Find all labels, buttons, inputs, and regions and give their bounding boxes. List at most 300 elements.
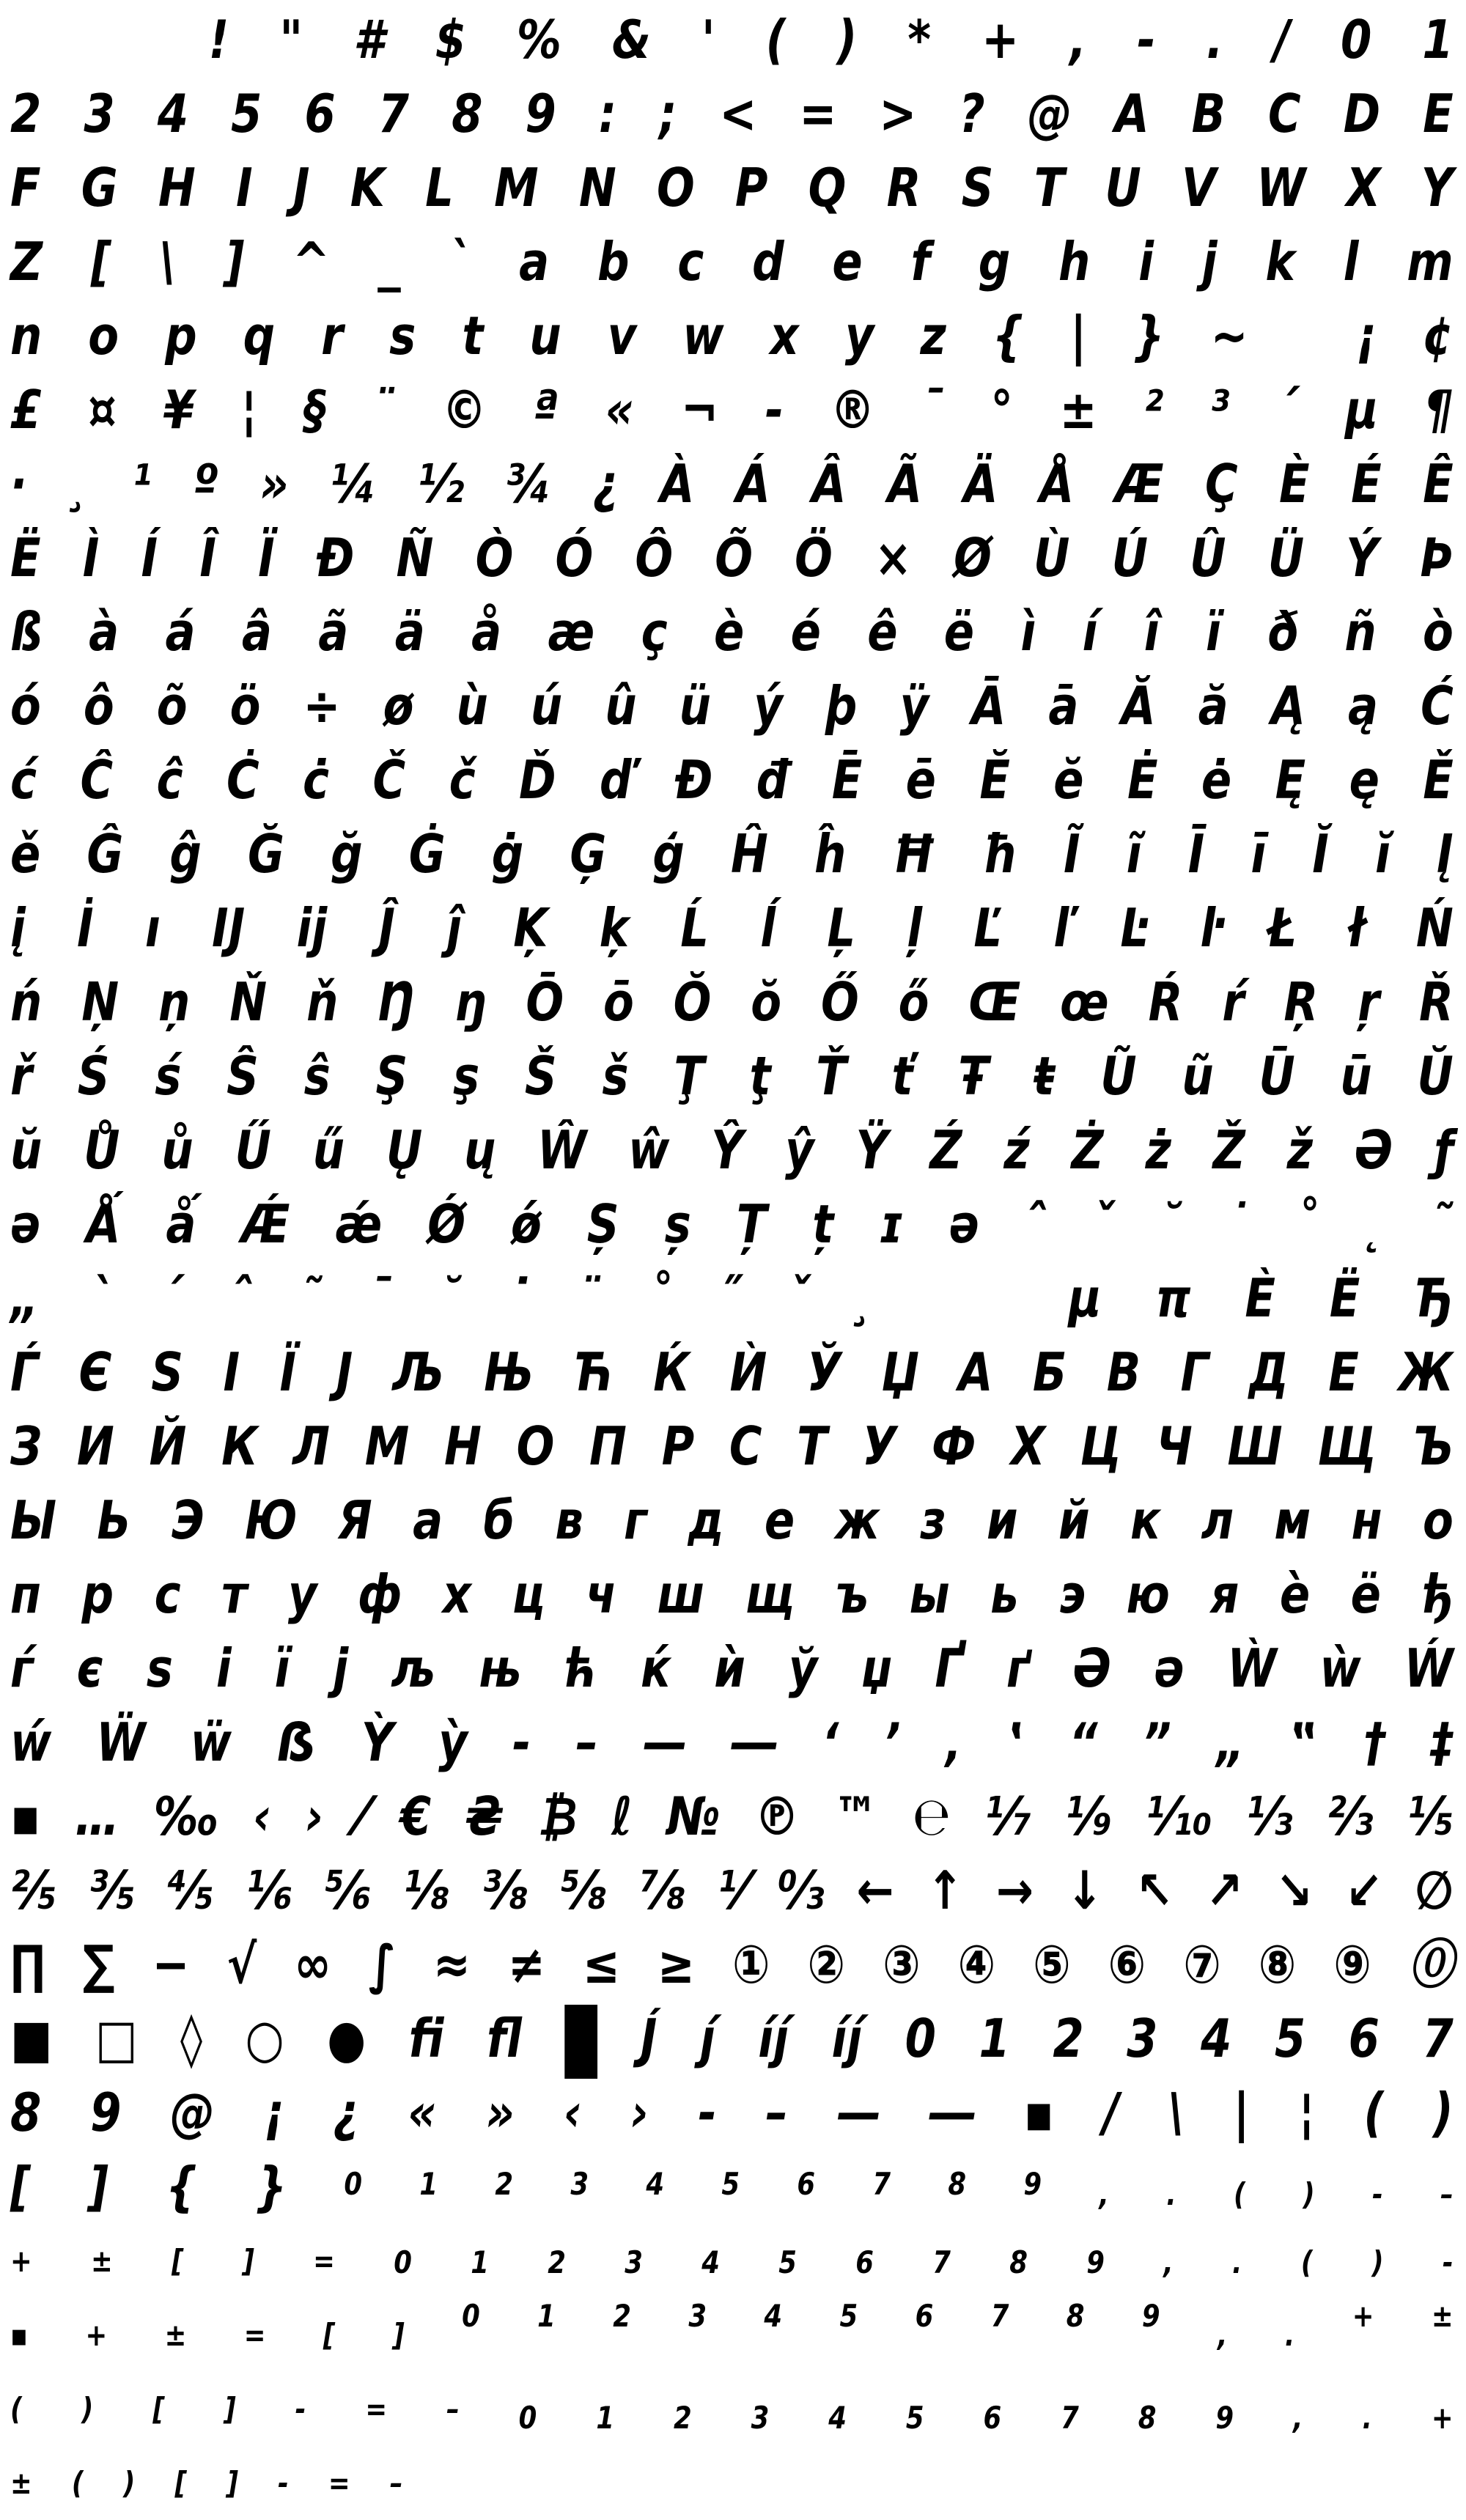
glyph: ↓ [1066, 1860, 1104, 1921]
glyph: ó [10, 675, 41, 737]
glyph: Ј [336, 1341, 353, 1403]
glyph: ± [1431, 2298, 1454, 2334]
glyph: I [236, 157, 253, 218]
glyph: ⑤ [1033, 1934, 1071, 1995]
glyph: ° [990, 379, 1013, 441]
glyph: 8 [10, 2082, 42, 2143]
glyph: ` [448, 231, 471, 292]
glyph: – [446, 2391, 460, 2427]
glyph: Ø [954, 527, 992, 589]
glyph: × [874, 527, 912, 589]
glyph: o [88, 305, 119, 366]
glyph: Ě [1423, 749, 1454, 811]
glyph: ĝ [169, 823, 202, 885]
glyph: Д [1248, 1341, 1289, 1403]
glyph [10, 3, 26, 77]
glyph: Ů [84, 1119, 120, 1181]
glyph: - [1442, 2244, 1454, 2280]
glyph: 4 [828, 2400, 847, 2436]
glyph: [ [152, 2391, 165, 2427]
glyph: Џ [881, 1341, 919, 1403]
glyph: Ǿ [427, 1193, 465, 1255]
glyph: Ţ [674, 1045, 704, 1107]
glyph: ù [456, 675, 488, 737]
glyph: Ẅ [96, 1712, 146, 1773]
glyph: 7 [1061, 2400, 1079, 2436]
glyph: Ẁ [1227, 1637, 1277, 1699]
glyph: ) [81, 2391, 94, 2427]
glyph: ũ [1182, 1045, 1214, 1107]
glyph: [ [323, 2317, 336, 2353]
glyph: A [1114, 83, 1149, 144]
glyph: К [221, 1415, 258, 1477]
glyph: Ъ [1411, 1415, 1454, 1477]
glyph: - [1372, 2176, 1383, 2212]
glyph: у [287, 1563, 317, 1625]
glyph: İ [77, 897, 94, 959]
glyph: ̌ [789, 1267, 806, 1329]
glyph: N [578, 157, 616, 218]
glyph: íj́ [758, 2008, 789, 2069]
glyph: O [656, 157, 695, 218]
specimen-line [10, 1484, 1454, 1558]
glyph: â [241, 601, 272, 663]
glyph: ð [1267, 601, 1299, 663]
glyph: ‐ [512, 1712, 531, 1773]
glyph: g [978, 231, 1011, 292]
glyph: Ľ [973, 897, 1003, 959]
glyph: В [1106, 1341, 1141, 1403]
glyph: î [1143, 601, 1160, 663]
glyph: ¸ [68, 453, 91, 515]
glyph: ß [10, 601, 43, 663]
glyph: Q [808, 157, 847, 218]
glyph: 0 [518, 2400, 537, 2436]
glyph: ≠ [508, 1934, 546, 1995]
glyph: ℓ [611, 1786, 633, 1847]
glyph: ә [1154, 1637, 1185, 1699]
specimen-line [10, 2076, 1454, 2150]
glyph: д [688, 1489, 724, 1551]
glyph: ⅒ [1146, 1786, 1212, 1847]
glyph: ℗ [754, 1786, 800, 1847]
glyph: / [1102, 2082, 1119, 2143]
glyph: ˘ [1160, 1193, 1183, 1255]
glyph: ³ [1209, 379, 1230, 441]
glyph: Ų [386, 1119, 423, 1181]
specimen-line [10, 373, 1454, 447]
glyph: Ы [10, 1489, 57, 1551]
glyph: [ [90, 231, 111, 292]
glyph: ď [599, 749, 632, 811]
glyph: ğ [331, 823, 363, 885]
specimen-line [10, 669, 1454, 743]
glyph: Á [735, 453, 770, 515]
glyph: " [279, 9, 303, 70]
glyph: Ђ [1414, 1267, 1454, 1329]
glyph: ŧ [1034, 1045, 1056, 1107]
glyph: „ [10, 1267, 40, 1329]
glyph: · [10, 453, 28, 515]
glyph: . [1284, 2317, 1295, 2353]
glyph: & [611, 9, 651, 70]
glyph: Ğ [248, 823, 284, 885]
glyph: 0 [394, 2244, 412, 2280]
specimen-line [10, 1113, 1454, 1187]
glyph: ẃ [10, 1712, 52, 1773]
glyph: Ў [806, 1341, 841, 1403]
glyph: ] [88, 2156, 108, 2217]
glyph: ( [1233, 2176, 1246, 2212]
glyph: đ [756, 749, 789, 811]
glyph: ¢ [1422, 305, 1454, 366]
glyph: Ę [1275, 749, 1306, 811]
glyph: Ŗ [1283, 971, 1319, 1033]
glyph: , [1217, 2317, 1228, 2353]
glyph: ū [1340, 1045, 1372, 1107]
glyph: ĺ [760, 897, 776, 959]
glyph: G [81, 157, 118, 218]
glyph: ú [530, 675, 563, 737]
glyph: 3 [1127, 2008, 1158, 2069]
glyph: ѓ [10, 1637, 34, 1699]
glyph: ▪ [1023, 2082, 1054, 2143]
glyph: я [1210, 1563, 1240, 1625]
glyph: Ï [258, 527, 275, 589]
glyph: Б [1032, 1341, 1067, 1403]
glyph: 6 [304, 83, 336, 144]
specimen-line [10, 891, 1454, 965]
glyph: ̇ [511, 1267, 527, 1329]
glyph: Ü [1267, 527, 1305, 589]
glyph: ¼ [330, 453, 377, 515]
glyph: Ń [1415, 897, 1454, 959]
glyph: 2 [548, 2244, 566, 2280]
glyph: Ѝ [729, 1341, 767, 1403]
glyph: ā [1048, 675, 1079, 737]
glyph: ĳ [296, 897, 328, 959]
specimen-line [10, 2298, 1454, 2372]
glyph: ẁ [1319, 1637, 1361, 1699]
glyph: щ [745, 1563, 795, 1625]
glyph: ř [10, 1045, 33, 1107]
glyph: Ĳ [211, 897, 246, 959]
glyph: ì [1020, 601, 1036, 663]
glyph: 0 [462, 2298, 480, 2334]
glyph: Є [78, 1341, 111, 1403]
glyph: ! [208, 9, 229, 70]
glyph: ŀ [1200, 897, 1216, 959]
glyph: y [844, 305, 874, 366]
glyph: [ [172, 2243, 184, 2279]
glyph: є [76, 1637, 103, 1699]
glyph: 1 [1422, 9, 1454, 70]
glyph: ŏ [751, 971, 782, 1033]
glyph: Ѐ [1245, 1267, 1275, 1329]
glyph: к [1130, 1489, 1161, 1551]
glyph: ↗ [1205, 1860, 1243, 1921]
glyph: ѕ [146, 1637, 173, 1699]
glyph: в [555, 1489, 583, 1551]
glyph: Ф [931, 1415, 976, 1477]
glyph: 1 [537, 2298, 556, 2334]
glyph: Ŏ [673, 971, 712, 1033]
glyph: ê [867, 601, 898, 663]
glyph: ↖ [1135, 1860, 1174, 1921]
glyph: ș [664, 1193, 691, 1255]
glyph: Ŵ [537, 1119, 587, 1181]
glyph: ) [1432, 2082, 1454, 2143]
glyph: Ś [77, 1045, 110, 1107]
glyph: Ì [82, 527, 100, 589]
glyph: Ț [736, 1193, 767, 1255]
glyph: Č [372, 749, 406, 811]
specimen-line [10, 817, 1454, 891]
glyph: e [832, 231, 863, 292]
glyph: □ [95, 2008, 138, 2069]
glyph: ц [512, 1563, 545, 1625]
glyph: Х [1010, 1415, 1045, 1477]
glyph: h [1058, 231, 1091, 292]
glyph: s [389, 305, 416, 366]
glyph: 3 [625, 2244, 643, 2280]
glyph: Û [1190, 527, 1226, 589]
glyph: Ą [1270, 675, 1305, 737]
glyph: і [216, 1637, 232, 1699]
glyph: X [1346, 157, 1381, 218]
glyph: ⅑ [1065, 1786, 1112, 1847]
glyph: m [1407, 231, 1454, 292]
glyph: Ǽ [241, 1193, 290, 1255]
glyph: ◊ [180, 2008, 203, 2069]
glyph: 7 [872, 2166, 891, 2202]
glyph: 4 [764, 2298, 783, 2334]
glyph: µ [1068, 1267, 1102, 1329]
glyph: ǿ [510, 1193, 542, 1255]
glyph: Ņ [81, 971, 119, 1033]
glyph: 2 [673, 2400, 692, 2436]
glyph: ⁄ [358, 1786, 366, 1847]
glyph: з [920, 1489, 946, 1551]
glyph: l [1343, 231, 1359, 292]
glyph: ≈ [433, 1934, 471, 1995]
glyph: ⅓ [1246, 1786, 1293, 1847]
glyph: { [992, 305, 1025, 366]
glyph: ´ [1276, 379, 1299, 441]
glyph: ë [943, 601, 975, 663]
specimen-line [10, 1928, 1454, 2002]
glyph: ⅛ [403, 1860, 450, 1921]
glyph: € [399, 1786, 432, 1847]
glyph: ¤ [88, 379, 117, 441]
glyph: 7 [377, 83, 410, 144]
specimen-line [10, 2224, 1454, 2298]
glyph: Ō [526, 971, 564, 1033]
specimen-line [10, 2150, 1454, 2224]
glyph: ģ [652, 823, 685, 885]
glyph: ∏ [10, 1934, 45, 1995]
glyph: Ļ [827, 897, 856, 959]
glyph: Ŋ [377, 971, 416, 1033]
glyph: 4 [1201, 2008, 1232, 2069]
glyph: @ [170, 2082, 215, 2143]
glyph: ĉ [156, 749, 183, 811]
glyph: а [413, 1489, 443, 1551]
glyph: ė [1201, 749, 1232, 811]
glyph: Ò [475, 527, 514, 589]
glyph: ﬂ [487, 2008, 522, 2069]
glyph: 0 [905, 2008, 937, 2069]
glyph: ɪ [879, 1193, 904, 1255]
specimen-line [10, 1335, 1454, 1410]
glyph: ш [657, 1563, 705, 1625]
glyph: 1 [419, 2166, 438, 2202]
glyph: œ [1060, 971, 1109, 1033]
glyph: J́ [640, 2008, 658, 2069]
glyph: å [471, 601, 502, 663]
specimen-line [10, 3, 1454, 77]
glyph: ̆ [441, 1267, 457, 1329]
glyph: É [1351, 453, 1382, 515]
glyph: ć [10, 749, 37, 811]
glyph: ₿ [537, 1786, 578, 1847]
glyph: 7 [1422, 2008, 1454, 2069]
specimen-line [10, 299, 1454, 373]
glyph: . [1206, 9, 1223, 70]
glyph: Э [172, 1489, 205, 1551]
glyph: ĭ [1375, 823, 1391, 885]
glyph: U [1105, 157, 1141, 218]
glyph: Ё [1329, 1267, 1360, 1329]
glyph: ľ [1053, 897, 1069, 959]
glyph: ˛ [1363, 1193, 1386, 1255]
specimen-line [10, 1780, 1454, 1854]
glyph: Ř [1418, 971, 1454, 1033]
glyph: a [519, 231, 550, 292]
glyph: ò [1422, 601, 1454, 663]
glyph: ( [1363, 2082, 1385, 2143]
glyph: ⑧ [1258, 1934, 1297, 1995]
glyph: е [764, 1489, 795, 1551]
glyph: ą [1348, 675, 1379, 737]
glyph: Į [1436, 823, 1454, 885]
glyph: Ő [820, 971, 859, 1033]
glyph: ⅐ [984, 1786, 1031, 1847]
glyph: 4 [701, 2244, 720, 2280]
glyph: 2 [1053, 2008, 1084, 2069]
glyph: Ê [1423, 453, 1454, 515]
glyph: ¿ [592, 453, 619, 515]
glyph: ä [394, 601, 425, 663]
glyph: ę [1349, 749, 1380, 811]
glyph: ń [10, 971, 43, 1033]
glyph: f [910, 231, 930, 292]
glyph: þ [825, 675, 858, 737]
glyph: Ż [1071, 1119, 1104, 1181]
glyph: } [1132, 305, 1165, 366]
glyph: Ĥ [731, 823, 768, 885]
glyph: А [958, 1341, 993, 1403]
glyph: 9 [1141, 2298, 1160, 2334]
glyph: ⅟ [718, 1860, 745, 1921]
glyph: ĵ [446, 897, 463, 959]
glyph: С [729, 1415, 762, 1477]
glyph: ̧ [859, 1267, 875, 1329]
glyph: 1 [596, 2400, 615, 2436]
glyph: с [154, 1563, 181, 1625]
glyph: ĥ [814, 823, 847, 885]
glyph: u [529, 305, 561, 366]
glyph: « [605, 379, 635, 441]
glyph: 8 [948, 2166, 967, 2202]
glyph: ẞ [276, 1712, 317, 1773]
glyph: ő [898, 971, 929, 1033]
glyph: ™ [833, 1786, 879, 1847]
glyph: Ѕ [151, 1341, 184, 1403]
glyph: 9 [525, 83, 556, 144]
glyph: ț [812, 1193, 834, 1255]
glyph: ô [83, 675, 114, 737]
glyph: ŕ [1222, 971, 1245, 1033]
glyph: Ă [1121, 675, 1156, 737]
glyph: 9 [90, 2082, 122, 2143]
glyph: 2 [10, 83, 42, 144]
glyph: Ĉ [80, 749, 114, 811]
glyph: n [10, 305, 43, 366]
glyph: ļ [907, 897, 923, 959]
glyph: H [158, 157, 196, 218]
glyph: Ö [795, 527, 833, 589]
glyph: . [1166, 2176, 1176, 2212]
glyph: õ [156, 675, 188, 737]
glyph: Ж [1399, 1341, 1454, 1403]
glyph: è [713, 601, 745, 663]
glyph: - [295, 2391, 306, 2427]
glyph: ⅖ [10, 1860, 56, 1921]
glyph: › [305, 1786, 324, 1847]
glyph: П [589, 1415, 627, 1477]
glyph: ) [1371, 2244, 1384, 2280]
glyph: ] [226, 2465, 238, 2501]
glyph: į [10, 897, 26, 959]
glyph: [ [10, 2156, 31, 2217]
glyph: Í [141, 527, 158, 589]
glyph: † [1363, 1712, 1387, 1773]
glyph: µ [1345, 379, 1379, 441]
glyph: * [907, 9, 932, 70]
glyph: ¬ [680, 379, 718, 441]
glyph: ƒ [1434, 1119, 1454, 1181]
glyph: ī [1250, 823, 1267, 885]
glyph: Ġ [408, 823, 446, 885]
glyph: Ќ [653, 1341, 690, 1403]
glyph: K [350, 157, 385, 218]
glyph: ■ [10, 2008, 53, 2069]
glyph: ̋ [720, 1267, 736, 1329]
glyph: ¾ [505, 453, 552, 515]
glyph: V [1182, 157, 1217, 218]
glyph: Ũ [1100, 1045, 1137, 1107]
glyph: p [165, 305, 197, 366]
glyph: ł [1347, 897, 1365, 959]
glyph: ± [91, 2243, 113, 2279]
glyph: ё [1350, 1563, 1381, 1625]
glyph: ø [383, 675, 414, 737]
glyph: ∅ [1415, 1860, 1454, 1921]
glyph: Ô [635, 527, 674, 589]
glyph: — [836, 2082, 882, 2143]
glyph: Ù [1034, 527, 1070, 589]
